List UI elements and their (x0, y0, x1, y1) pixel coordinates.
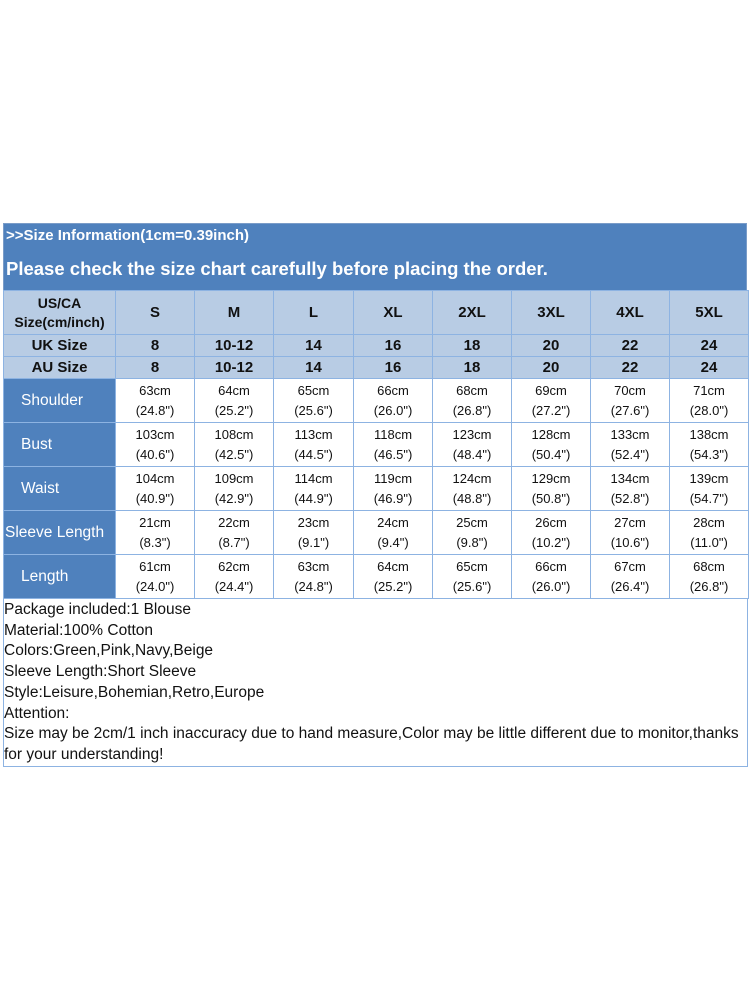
measurement-label (4, 555, 116, 599)
au-size-cell: 18 (433, 357, 512, 379)
measurement-inch: (26.8") (689, 578, 729, 594)
measurement-cell (670, 379, 749, 423)
measurement-label (4, 423, 116, 467)
note-material: Material:100% Cotton (4, 621, 154, 639)
measurement-inch: (46.9") (373, 490, 413, 506)
measurement-cell (116, 423, 195, 467)
measurement-inch: (48.4") (452, 446, 492, 462)
measurement-cm: 63cm (297, 558, 330, 574)
measurement-cm: 104cm (135, 470, 175, 486)
measurement-cell (274, 511, 354, 555)
measurement-cell (433, 511, 512, 555)
size-banner (3, 223, 747, 290)
measurement-cm: 123cm (452, 426, 492, 442)
au-size-cell: 14 (274, 357, 354, 379)
note-disclaimer: Size may be 2cm/1 inch inaccuracy due to hand measure,Color may be little different due to monitor,thanks for your understanding! (4, 725, 739, 763)
measurement-cell (670, 423, 749, 467)
measurement-inch: (8.7") (218, 534, 250, 550)
measurement-cell (670, 511, 749, 555)
size-header-cell: S (116, 291, 195, 335)
measurement-cell (354, 423, 433, 467)
measurement-label-text: Sleeve Length (5, 523, 105, 541)
measurement-inch: (52.8") (610, 490, 650, 506)
measurement-inch: (26.0") (531, 578, 571, 594)
measurement-inch: (44.9") (294, 490, 333, 506)
au-size-row (4, 357, 749, 379)
measurement-cell (354, 511, 433, 555)
measurement-inch: (50.4") (531, 446, 571, 462)
measurement-cell (512, 555, 591, 599)
uk-size-row (4, 335, 749, 357)
measurement-cm: 66cm (535, 558, 567, 574)
product-notes (3, 599, 748, 767)
measurement-row (4, 467, 749, 511)
measurement-cm: 70cm (614, 382, 646, 398)
measurement-row (4, 379, 749, 423)
uk-size-cell: 8 (116, 335, 195, 357)
measurement-inch: (8.3") (139, 534, 171, 550)
size-header-row (4, 291, 749, 335)
measurement-row (4, 555, 749, 599)
measurement-cm: 134cm (610, 470, 650, 486)
measurement-cell (512, 511, 591, 555)
uk-size-cell: 16 (354, 335, 433, 357)
measurement-cell (274, 555, 354, 599)
measurement-row (4, 423, 749, 467)
measurement-cell (591, 555, 670, 599)
uk-size-label: UK Size (4, 335, 116, 357)
measurement-inch: (26.4") (610, 578, 650, 594)
measurement-cell (591, 379, 670, 423)
size-chart (3, 223, 747, 767)
measurement-inch: (24.8") (294, 578, 333, 594)
size-info-title: >>Size Information(1cm=0.39inch) (6, 227, 249, 244)
measurement-inch: (26.8") (452, 402, 492, 418)
measurement-inch: (54.3") (689, 446, 729, 462)
note-colors: Colors:Green,Pink,Navy,Beige (4, 642, 214, 660)
size-header-cell: 5XL (670, 291, 749, 335)
measurement-inch: (28.0") (689, 402, 729, 418)
measurement-cm: 64cm (377, 558, 409, 574)
measurement-cm: 25cm (456, 514, 488, 530)
measurement-cm: 65cm (456, 558, 488, 574)
size-table (3, 290, 749, 599)
measurement-cell (354, 379, 433, 423)
measurement-cell (354, 555, 433, 599)
measurement-cm: 27cm (614, 514, 646, 530)
measurement-cm: 114cm (294, 470, 333, 486)
measurement-inch: (10.6") (610, 534, 650, 550)
measurement-cm: 68cm (693, 558, 725, 574)
measurement-inch: (54.7") (689, 490, 729, 506)
measurement-cell (195, 555, 274, 599)
measurement-cm: 68cm (456, 382, 488, 398)
measurement-cm: 124cm (452, 470, 492, 486)
measurement-cell (195, 511, 274, 555)
measurement-inch: (42.5") (214, 446, 254, 462)
measurement-cm: 66cm (377, 382, 409, 398)
measurement-cell (591, 467, 670, 511)
size-header-cell: 2XL (433, 291, 512, 335)
measurement-cell (116, 379, 195, 423)
measurement-cell (274, 467, 354, 511)
measurement-inch: (44.5") (294, 446, 333, 462)
measurement-label (4, 511, 116, 555)
measurement-cell (591, 511, 670, 555)
measurement-cell (670, 467, 749, 511)
measurement-inch: (25.2") (373, 578, 413, 594)
measurement-cell (670, 555, 749, 599)
measurement-cell (195, 467, 274, 511)
measurement-cm: 103cm (135, 426, 175, 442)
measurement-cell (116, 555, 195, 599)
measurement-inch: (9.8") (456, 534, 488, 550)
measurement-cm: 138cm (689, 426, 729, 442)
au-size-cell: 16 (354, 357, 433, 379)
measurement-cm: 23cm (297, 514, 330, 530)
size-header-cell: M (195, 291, 274, 335)
measurement-inch: (27.2") (531, 402, 571, 418)
measurement-label (4, 467, 116, 511)
measurement-label-text: Length (21, 567, 69, 585)
measurement-cm: 69cm (535, 382, 567, 398)
measurement-cm: 65cm (297, 382, 330, 398)
uk-size-cell: 18 (433, 335, 512, 357)
measurement-cell (433, 555, 512, 599)
measurement-inch: (25.6") (452, 578, 492, 594)
measurement-cm: 71cm (693, 382, 725, 398)
measurement-inch: (26.0") (373, 402, 413, 418)
size-header-cell: 3XL (512, 291, 591, 335)
measurement-inch: (25.6") (294, 402, 333, 418)
measurement-label (4, 379, 116, 423)
measurement-inch: (46.5") (373, 446, 413, 462)
measurement-inch: (25.2") (214, 402, 254, 418)
measurement-cm: 63cm (139, 382, 171, 398)
measurement-inch: (9.1") (297, 534, 330, 550)
measurement-inch: (52.4") (610, 446, 650, 462)
au-size-label: AU Size (4, 357, 116, 379)
measurement-cm: 22cm (218, 514, 250, 530)
measurement-inch: (48.8") (452, 490, 492, 506)
measurement-cm: 61cm (139, 558, 171, 574)
measurement-cell (512, 423, 591, 467)
measurement-cell (195, 423, 274, 467)
measurement-cm: 128cm (531, 426, 571, 442)
measurement-label-text: Bust (21, 435, 53, 453)
au-size-cell: 22 (591, 357, 670, 379)
size-header-cell: L (274, 291, 354, 335)
measurement-inch: (40.6") (135, 446, 175, 462)
measurement-inch: (27.6") (610, 402, 650, 418)
note-sleeve: Sleeve Length:Short Sleeve (4, 663, 197, 681)
measurement-cm: 113cm (294, 426, 333, 442)
measurement-cell (195, 379, 274, 423)
measurement-cm: 129cm (531, 470, 571, 486)
measurement-cm: 64cm (218, 382, 250, 398)
measurement-cm: 62cm (218, 558, 250, 574)
measurement-cell (433, 423, 512, 467)
uk-size-cell: 10-12 (195, 335, 274, 357)
measurement-cm: 133cm (610, 426, 650, 442)
measurement-cm: 24cm (377, 514, 409, 530)
size-header-cell: XL (354, 291, 433, 335)
measurement-cm: 21cm (139, 514, 171, 530)
measurement-inch: (10.2") (531, 534, 571, 550)
measurement-inch: (40.9") (135, 490, 175, 506)
size-notice: Please check the size chart carefully before placing the order. (6, 258, 548, 279)
uk-size-cell: 14 (274, 335, 354, 357)
measurement-inch: (24.4") (214, 578, 254, 594)
au-size-cell: 8 (116, 357, 195, 379)
measurement-cm: 108cm (214, 426, 254, 442)
measurement-cm: 119cm (373, 470, 413, 486)
measurement-inch: (9.4") (377, 534, 409, 550)
measurement-cm: 109cm (214, 470, 254, 486)
measurement-cell (116, 511, 195, 555)
measurement-cell (512, 467, 591, 511)
size-header-cell: 4XL (591, 291, 670, 335)
measurement-cm: 67cm (614, 558, 646, 574)
measurement-inch: (24.0") (135, 578, 175, 594)
au-size-cell: 10-12 (195, 357, 274, 379)
uk-size-cell: 20 (512, 335, 591, 357)
uk-size-cell: 24 (670, 335, 749, 357)
corner-line-1: US/CA (37, 294, 82, 311)
measurement-label-text: Shoulder (21, 391, 84, 409)
measurement-cm: 26cm (535, 514, 567, 530)
corner-cell (4, 291, 116, 335)
note-package: Package included:1 Blouse (4, 601, 191, 618)
measurement-cell (512, 379, 591, 423)
au-size-cell: 20 (512, 357, 591, 379)
measurement-cm: 28cm (693, 514, 725, 530)
measurement-cm: 118cm (373, 426, 413, 442)
measurement-cell (116, 467, 195, 511)
measurement-cell (433, 467, 512, 511)
measurement-cell (591, 423, 670, 467)
measurement-cell (274, 379, 354, 423)
measurement-inch: (11.0") (690, 534, 728, 550)
measurement-cell (354, 467, 433, 511)
measurement-cm: 139cm (689, 470, 729, 486)
measurement-inch: (50.8") (531, 490, 571, 506)
measurement-inch: (24.8") (135, 402, 175, 418)
measurement-inch: (42.9") (214, 490, 254, 506)
au-size-cell: 24 (670, 357, 749, 379)
uk-size-cell: 22 (591, 335, 670, 357)
note-style: Style:Leisure,Bohemian,Retro,Europe (4, 683, 265, 701)
measurement-cell (274, 423, 354, 467)
measurement-row (4, 511, 749, 555)
measurement-cell (433, 379, 512, 423)
note-attention: Attention: (4, 704, 70, 722)
corner-line-2: Size(cm/inch) (14, 313, 105, 330)
measurement-label-text: Waist (21, 479, 60, 497)
